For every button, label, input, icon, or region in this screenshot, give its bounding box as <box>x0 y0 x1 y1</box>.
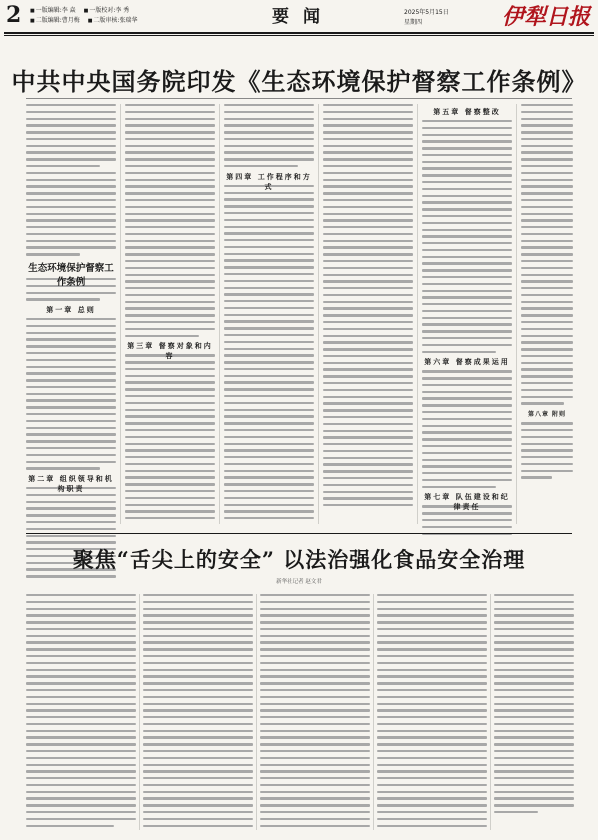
column-divider <box>120 104 121 524</box>
editor-credit: ■ 二版审核:张瑞华 <box>88 16 138 26</box>
column-divider <box>373 594 374 830</box>
editor-credit: ■ 一版校对:李 秀 <box>84 6 130 16</box>
chapter-heading: 第七章 队伍建设和纪律责任 <box>424 492 510 512</box>
article-column-6 <box>521 104 573 526</box>
article2-column-4 <box>377 594 487 834</box>
newspaper-logo <box>500 1 594 29</box>
article-column-1 <box>26 104 116 526</box>
chapter-heading: 第三章 督察对象和内容 <box>127 341 213 361</box>
weekday: 星期四 <box>404 19 423 26</box>
column-divider <box>490 594 491 830</box>
chapter-heading: 第五章 督察整改 <box>433 107 501 116</box>
header-rule <box>4 32 594 34</box>
column-divider <box>318 104 319 524</box>
column-divider <box>516 104 517 524</box>
article2-column-1 <box>26 594 136 834</box>
column-divider <box>256 594 257 830</box>
section-title: 要 闻 <box>272 7 324 27</box>
headline-divider <box>26 98 572 99</box>
main-headline: 中共中央国务院印发《生态环境保护督察工作条例》 <box>11 67 587 96</box>
article-divider <box>26 533 572 534</box>
article2-column-5 <box>494 594 574 834</box>
byline: 新华社记者 赵文君 <box>276 579 322 585</box>
article-column-4 <box>323 104 413 526</box>
masthead <box>0 0 598 46</box>
chapter-heading: 第四章 工作程序和方式 <box>226 171 312 191</box>
editor-credit: ■ 二版编辑:曹月梅 <box>30 16 80 26</box>
second-headline: 聚焦“舌尖上的安全” 以法治强化食品安全治理 <box>72 547 526 572</box>
editor-credits <box>30 6 200 26</box>
article2-column-3 <box>260 594 370 834</box>
article-column-3 <box>224 104 314 526</box>
chapter-heading: 第八章 附则 <box>527 411 567 419</box>
editor-credit: ■ 一版编辑:李 焱 <box>30 6 76 16</box>
column-divider <box>219 104 220 524</box>
publication-date <box>404 8 494 28</box>
article-column-2 <box>125 104 215 526</box>
column-divider <box>417 104 418 524</box>
article-column-5 <box>422 104 512 526</box>
chapter-heading: 第二章 组织领导和机构职责 <box>28 474 114 494</box>
column-divider <box>139 594 140 830</box>
chapter-heading: 第一章 总则 <box>46 305 96 315</box>
chapter-heading: 第六章 督察成果运用 <box>424 357 510 367</box>
regulation-title: 生态环境保护督察工作条例 <box>28 262 114 288</box>
page-number: 2 <box>6 2 22 28</box>
date-line: 2025年5月15日 <box>404 9 449 16</box>
article2-column-2 <box>143 594 253 834</box>
logo-text: 伊犁日报 <box>502 4 591 30</box>
header-rule-thin <box>4 35 594 36</box>
